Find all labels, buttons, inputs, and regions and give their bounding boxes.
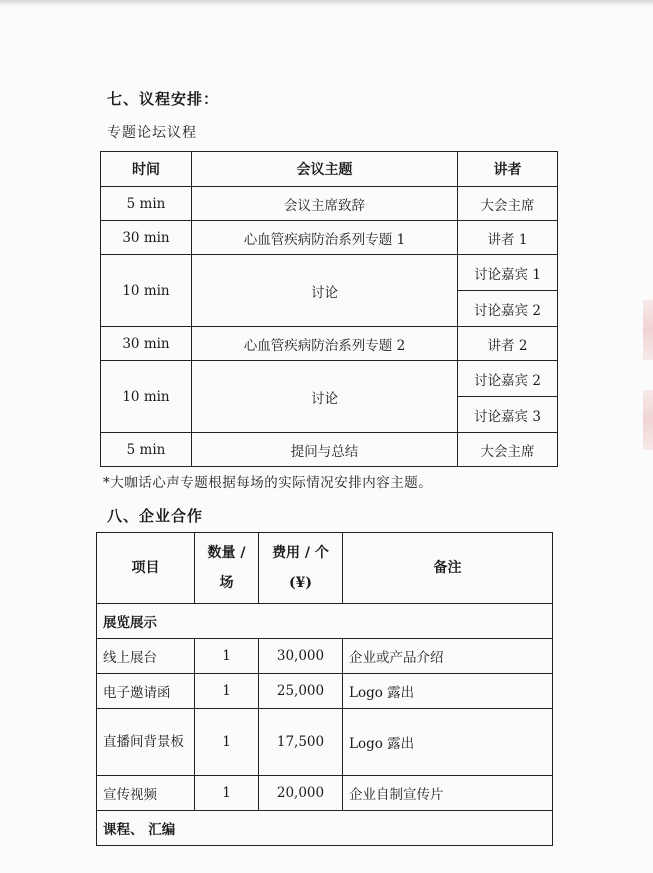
table-row [97, 639, 553, 674]
agenda-time: 30 min [101, 327, 192, 361]
seal-stamp-edge [643, 300, 653, 360]
coop-item: 直播间背景板 [97, 709, 195, 776]
agenda-time: 10 min [101, 361, 192, 433]
coop-fee: 30,000 [259, 639, 343, 674]
agenda-topic: 心血管疾病防治系列专题 2 [192, 327, 458, 361]
scan-top-edge [0, 0, 653, 6]
cooperation-table [96, 532, 553, 846]
table-row [97, 674, 553, 709]
agenda-footnote: *大咖话心声专题根据每场的实际情况安排内容主题。 [103, 475, 433, 491]
section7-title: 七、议程安排： [107, 90, 220, 108]
coop-note: Logo 露出 [343, 674, 553, 709]
coop-header-row [97, 533, 553, 604]
table-row [101, 433, 558, 467]
agenda-topic: 讨论 [192, 255, 458, 327]
coop-fee: 25,000 [259, 674, 343, 709]
section8-title: 八、企业合作 [107, 507, 204, 525]
agenda-time: 5 min [101, 433, 192, 467]
table-row [101, 327, 558, 361]
agenda-time: 10 min [101, 255, 192, 327]
coop-header-note: 备注 [343, 533, 553, 604]
table-row [97, 811, 553, 846]
coop-note: 企业或产品介绍 [343, 639, 553, 674]
coop-group-exhibition: 展览展示 [97, 604, 553, 639]
coop-item: 电子邀请函 [97, 674, 195, 709]
table-row [101, 361, 558, 397]
agenda-speaker: 大会主席 [458, 187, 558, 221]
table-row [97, 604, 553, 639]
agenda-table [100, 151, 558, 467]
coop-note: 企业自制宣传片 [343, 776, 553, 811]
agenda-time: 30 min [101, 221, 192, 255]
agenda-speaker: 讨论嘉宾 1 [458, 255, 558, 291]
table-row [101, 221, 558, 255]
agenda-header-speaker: 讲者 [458, 152, 558, 187]
agenda-speaker: 讲者 1 [458, 221, 558, 255]
agenda-topic: 心血管疾病防治系列专题 1 [192, 221, 458, 255]
coop-fee: 17,500 [259, 709, 343, 776]
coop-qty: 1 [195, 674, 259, 709]
agenda-speaker: 大会主席 [458, 433, 558, 467]
agenda-speaker: 讨论嘉宾 2 [458, 361, 558, 397]
agenda-topic: 会议主席致辞 [192, 187, 458, 221]
agenda-header-time: 时间 [101, 152, 192, 187]
agenda-header-row [101, 152, 558, 187]
coop-qty: 1 [195, 776, 259, 811]
coop-qty: 1 [195, 709, 259, 776]
coop-qty: 1 [195, 639, 259, 674]
table-row [97, 709, 553, 776]
agenda-time: 5 min [101, 187, 192, 221]
coop-item: 线上展台 [97, 639, 195, 674]
seal-stamp-edge [643, 390, 653, 450]
coop-note: Logo 露出 [343, 709, 553, 776]
table-row [101, 255, 558, 291]
coop-header-item: 项目 [97, 533, 195, 604]
agenda-speaker: 讨论嘉宾 2 [458, 291, 558, 327]
agenda-header-topic: 会议主题 [192, 152, 458, 187]
table-row [101, 187, 558, 221]
agenda-topic: 提问与总结 [192, 433, 458, 467]
coop-group-courses: 课程、 汇编 [97, 811, 553, 846]
section7-subtitle: 专题论坛议程 [107, 125, 197, 141]
coop-header-qty: 数量 / 场 [195, 533, 259, 604]
coop-item: 宣传视频 [97, 776, 195, 811]
agenda-topic: 讨论 [192, 361, 458, 433]
agenda-speaker: 讲者 2 [458, 327, 558, 361]
coop-fee: 20,000 [259, 776, 343, 811]
table-row [97, 776, 553, 811]
coop-header-fee: 费用 / 个 (¥) [259, 533, 343, 604]
agenda-speaker: 讨论嘉宾 3 [458, 397, 558, 433]
